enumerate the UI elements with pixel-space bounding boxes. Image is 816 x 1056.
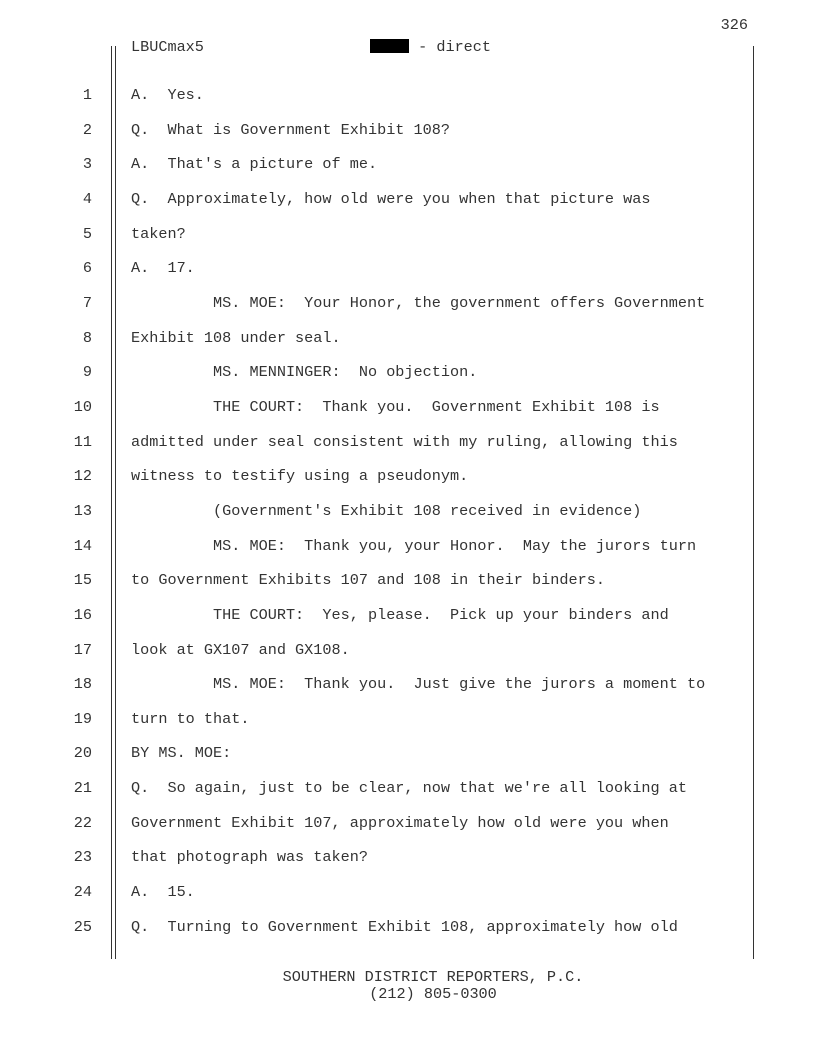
transcript-line [0, 146, 816, 181]
line-number: 1 [82, 86, 92, 104]
line-text: that photograph was taken? [131, 848, 368, 867]
line-number: 4 [82, 189, 92, 208]
line-text: admitted under seal consistent with my ruling, allowing this [131, 432, 678, 451]
transcript-lines [0, 77, 816, 943]
line-number: 16 [73, 605, 92, 624]
transcript-line [0, 354, 816, 389]
transcript-line [0, 597, 816, 632]
case-id: LBUCmax5 [131, 38, 204, 56]
line-text: witness to testify using a pseudonym. [131, 467, 469, 486]
transcript-line [0, 112, 816, 147]
transcript-line [0, 181, 816, 216]
line-number: 23 [73, 848, 92, 867]
transcript-line [0, 701, 816, 736]
line-number: 24 [73, 883, 92, 902]
line-number: 11 [73, 432, 92, 451]
page-footer [0, 969, 816, 1003]
transcript-line [0, 632, 816, 667]
line-text: look at GX107 and GX108. [131, 640, 350, 659]
transcript-line [0, 493, 816, 528]
line-text: to Government Exhibits 107 and 108 in their binders. [131, 571, 605, 590]
transcript-line [0, 250, 816, 285]
line-number: 14 [73, 536, 92, 555]
witness-suffix: - direct [409, 38, 492, 56]
line-text: MS. MOE: Thank you, your Honor. May the jurors turn [131, 536, 697, 555]
line-text: A. Yes. [131, 86, 204, 104]
line-number: 18 [73, 675, 92, 694]
transcript-line [0, 735, 816, 770]
line-number: 5 [82, 224, 92, 243]
line-text: (Government's Exhibit 108 received in evidence) [131, 501, 642, 520]
line-number: 21 [73, 779, 92, 798]
line-text: A. 17. [131, 259, 195, 278]
line-text: MS. MOE: Your Honor, the government offers Government [131, 293, 706, 312]
line-text: A. 15. [131, 883, 195, 902]
transcript-line [0, 424, 816, 459]
line-text: Government Exhibit 107, approximately how old were you when [131, 813, 669, 832]
line-text: A. That's a picture of me. [131, 155, 378, 174]
line-text: Q. So again, just to be clear, now that we're all looking at [131, 779, 687, 798]
transcript-line [0, 805, 816, 840]
transcript-line [0, 770, 816, 805]
line-number: 9 [82, 363, 92, 382]
line-text: BY MS. MOE: [131, 744, 232, 763]
line-number: 13 [73, 501, 92, 520]
line-number: 8 [82, 328, 92, 347]
witness-header [370, 38, 491, 56]
line-number: 15 [73, 571, 92, 590]
line-number: 20 [73, 744, 92, 763]
line-number: 2 [82, 120, 92, 139]
line-number: 12 [73, 467, 92, 486]
line-text: THE COURT: Yes, please. Pick up your binders and [131, 605, 669, 624]
transcript-line [0, 562, 816, 597]
transcript-line [0, 909, 816, 944]
transcript-line [0, 666, 816, 701]
line-text: Q. Turning to Government Exhibit 108, approximately how old [131, 917, 678, 936]
transcript-line [0, 389, 816, 424]
line-number: 10 [73, 397, 92, 416]
transcript-line [0, 285, 816, 320]
line-text: turn to that. [131, 709, 250, 728]
line-text: THE COURT: Thank you. Government Exhibit 108 is [131, 397, 660, 416]
transcript-line [0, 528, 816, 563]
line-text: Q. Approximately, how old were you when that picture was [131, 189, 651, 208]
line-text: Exhibit 108 under seal. [131, 328, 341, 347]
reporter-phone: (212) 805-0300 [369, 985, 497, 1003]
transcript-line [0, 839, 816, 874]
line-number: 19 [73, 709, 92, 728]
redaction-block [370, 39, 409, 53]
line-text: MS. MOE: Thank you. Just give the jurors a moment to [131, 675, 706, 694]
line-number: 3 [82, 155, 92, 174]
transcript-line [0, 458, 816, 493]
line-number: 25 [73, 917, 92, 936]
line-number: 7 [82, 293, 92, 312]
transcript-line [0, 320, 816, 355]
line-text: taken? [131, 224, 186, 243]
line-text: Q. What is Government Exhibit 108? [131, 120, 450, 139]
transcript-line [0, 216, 816, 251]
transcript-line [0, 77, 816, 112]
reporter-name: SOUTHERN DISTRICT REPORTERS, P.C. [282, 968, 584, 986]
line-number: 22 [73, 813, 92, 832]
line-number: 6 [82, 259, 92, 278]
transcript-line [0, 874, 816, 909]
line-text: MS. MENNINGER: No objection. [131, 363, 478, 382]
page-number: 326 [720, 16, 748, 34]
line-number: 17 [73, 640, 92, 659]
